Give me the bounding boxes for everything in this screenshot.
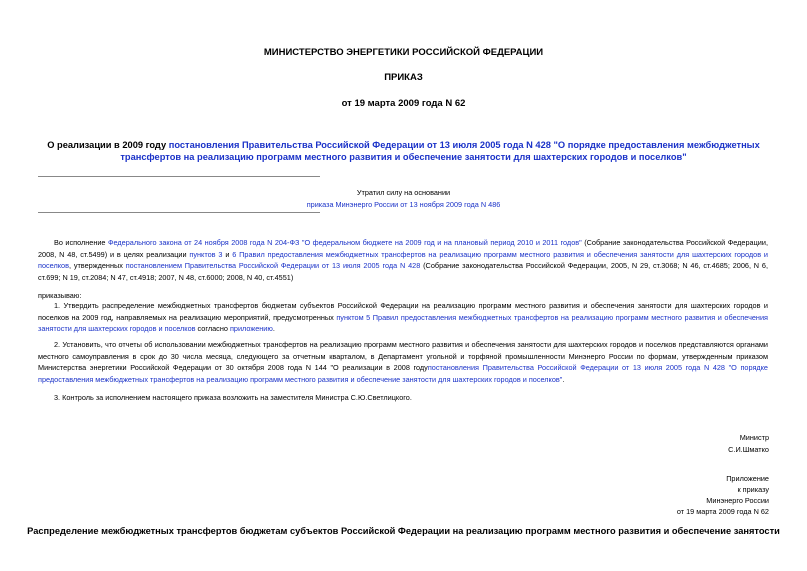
federal-law-link[interactable]: Федерального закона от 24 ноября 2008 года N 204-ФЗ "О федеральном бюджете на 2009 год и на плановый период 2010 и 2011 годов" xyxy=(107,238,582,247)
item-2-text-2: . xyxy=(562,374,565,384)
annex-title: Распределение межбюджетных трансфертов бюджетам субъектов Российской Федерации на реализацию программ местного развития и обеспечение занятости xyxy=(27,526,780,536)
item-1-paragraph xyxy=(38,300,768,335)
order-word: приказываю: xyxy=(38,291,82,300)
annex-link[interactable]: приложению xyxy=(229,324,273,333)
status-note xyxy=(200,187,607,211)
intro-text-3: и xyxy=(222,249,233,259)
intro-text-1: Во исполнение xyxy=(54,238,108,247)
item-1-text-3: . xyxy=(272,324,275,333)
intro-text-4: , утвержденных xyxy=(68,261,126,270)
annex-line-2: к приказу xyxy=(737,485,769,494)
rules-point-6-link[interactable]: 6 Правил предоставления межбюджетных трансфертов на реализацию программ местного развития и обеспечения занятости для шахтерских городов и поселков xyxy=(38,249,769,270)
status-order-link[interactable]: приказа Минэнерго России от 13 ноября 2009 года N 486 xyxy=(306,200,501,209)
intro-text-2: (Собрание законодательства Российской Федерации, 2008, N 48, ст.5499) и в целях реализации xyxy=(38,238,768,259)
item-2-paragraph xyxy=(38,339,768,385)
points-3-link[interactable]: пунктов 3 xyxy=(189,249,223,259)
item-2-resolution-link[interactable]: постановления Правительства Российской Федерации от 13 июля 2005 года N 428 "О порядке предоставления межбюджетных трансфертов на реализацию программ местного развития и обеспечение занятости для шахтерских городов и поселков" xyxy=(38,363,768,384)
divider-top xyxy=(38,176,320,177)
divider-bottom xyxy=(38,212,320,213)
subject-resolution-link[interactable]: постановления Правительства Российской Федерации от 13 июля 2005 года N 428 "О порядке предоставления межбюджетных трансфертов на реализацию программ местного развития и обеспечение занятости для шахтерских городов и поселков" xyxy=(120,140,760,162)
item-1-text-2: согласно xyxy=(195,324,230,333)
intro-text-5: (Собрание законодательства Российской Федерации, 2005, N 29, ст.3068; N 46, ст.4685; 2006, N 6, ст.699; N 19, ст.2084; N 47, ст.4918; 2007, N 48, ст.6000; 2008, N 40, ст.4551) xyxy=(38,261,768,282)
item-3-paragraph: 3. Контроль за исполнением настоящего приказа возложить на заместителя Министра С.Ю.Светлицкого. xyxy=(54,393,412,402)
annex-line-3: Минэнерго России xyxy=(706,496,769,505)
annex-line-1: Приложение xyxy=(726,474,769,483)
document-subject xyxy=(40,139,767,163)
signature-title: Министр xyxy=(739,433,769,442)
document-type: ПРИКАЗ xyxy=(384,72,423,83)
signature-block xyxy=(728,432,769,456)
ministry-heading: МИНИСТЕРСТВО ЭНЕРГЕТИКИ РОССИЙСКОЙ ФЕДЕРАЦИИ xyxy=(263,47,544,58)
intro-paragraph xyxy=(38,237,768,283)
document-date: от 19 марта 2009 года N 62 xyxy=(341,98,466,109)
item-1-text-1: 1. Утвердить распределение межбюджетных трансфертов бюджетам субъектов Российской Федерации на реализацию программ местного развития и обеспечения занятости для шахтерских городов и поселков на 2009 год, направляемых на реализацию мероприятий, предусмотренных xyxy=(38,301,768,322)
point-5-rules-link[interactable]: пунктом 5 Правил предоставления межбюджетных трансфертов на реализацию программ местного развития и обеспечения занятости для шахтерских городов и поселков xyxy=(38,312,768,333)
status-text: Утратил силу на основании xyxy=(356,188,451,197)
subject-prefix: О реализации в 2009 году xyxy=(47,140,169,150)
item-2-text-1: 2. Установить, что отчеты об использовании межбюджетных трансфертов на реализацию программ местного развития и обеспечения занятости для шахтерских городов и поселков представляются органами местного самоуправления в срок до 30 числа месяца, следующего за отчетным кварталом, в Департамент угольной и торфяной промышленности Минэнерго России по формам, утвержденным приказом Министерства энергетики Российской Федерации от 30 октября 2008 года N 144 "О реализации в 2008 году xyxy=(38,340,768,372)
signature-name: С.И.Шматко xyxy=(728,445,769,454)
government-resolution-link[interactable]: постановлением Правительства Российской Федерации от 13 июля 2005 года N 428 xyxy=(125,261,421,270)
annex-block xyxy=(677,473,769,517)
annex-line-4: от 19 марта 2009 года N 62 xyxy=(676,507,769,516)
